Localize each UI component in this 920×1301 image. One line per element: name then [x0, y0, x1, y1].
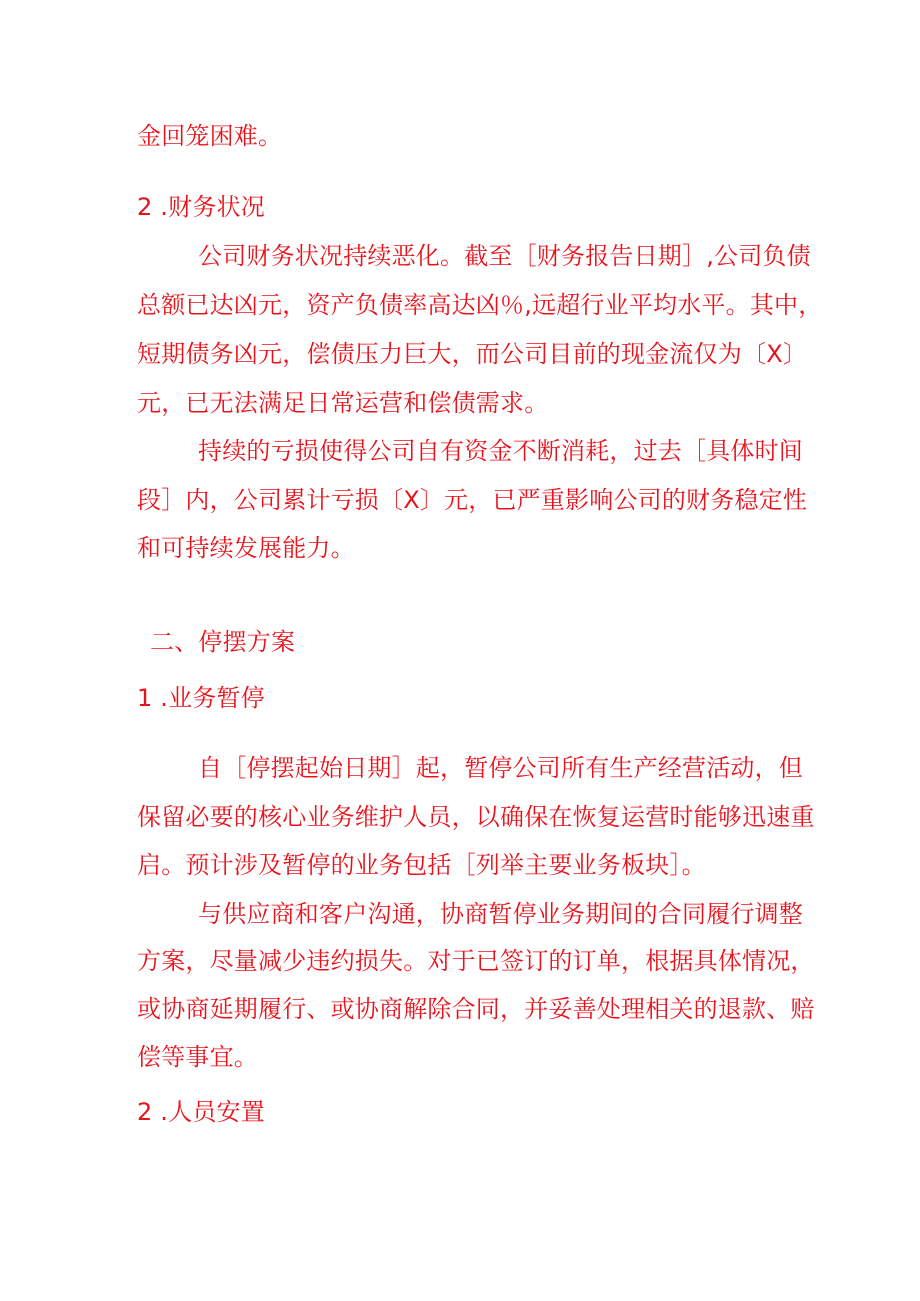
paragraph-line: 偿等事宜。 — [137, 1043, 258, 1071]
paragraph-line: 方案，尽量减少违约损失。对于已签订的订单，根据具体情况， — [137, 947, 815, 975]
paragraph-line: 和可持续发展能力。 — [137, 534, 355, 562]
paragraph-line: 金回笼困难。 — [137, 122, 283, 150]
paragraph-line: 或协商延期履行、或协商解除合同，并妥善处理相关的退款、赔 — [137, 995, 815, 1023]
paragraph-line: 保留必要的核心业务维护人员，以确保在恢复运营时能够迅速重 — [137, 803, 815, 831]
paragraph-line: 总额已达凶元，资产负债率高达凶％,远超行业平均水平。其中， — [137, 291, 823, 319]
paragraph-line: 自［停摆起始日期］起，暂停公司所有生产经营活动，但 — [198, 754, 803, 782]
paragraph-line: 段］内，公司累计亏损〔X〕元，已严重影响公司的财务稳定性 — [137, 486, 808, 514]
paragraph-line: 与供应商和客户沟通，协商暂停业务期间的合同履行调整 — [198, 900, 803, 928]
subsection-heading-financial-status: 2 .财务状况 — [137, 193, 265, 221]
paragraph-line: 持续的亏损使得公司自有资金不断消耗，过去［具体时间 — [198, 437, 803, 465]
paragraph-line: 短期债务凶元，偿债压力巨大，而公司目前的现金流仅为〔X〕 — [137, 340, 808, 368]
paragraph-line: 公司财务状况持续恶化。截至［财务报告日期］,公司负债 — [198, 242, 811, 270]
subsection-heading-business-suspension: 1 .业务暂停 — [137, 684, 265, 712]
paragraph-line: 启。预计涉及暂停的业务包括［列举主要业务板块］。 — [137, 851, 706, 879]
subsection-heading-staff-placement: 2 .人员安置 — [137, 1098, 265, 1126]
section-heading-shutdown-plan: 二、停摆方案 — [150, 628, 296, 656]
paragraph-line: 元，已无法满足日常运营和偿债需求。 — [137, 389, 549, 417]
